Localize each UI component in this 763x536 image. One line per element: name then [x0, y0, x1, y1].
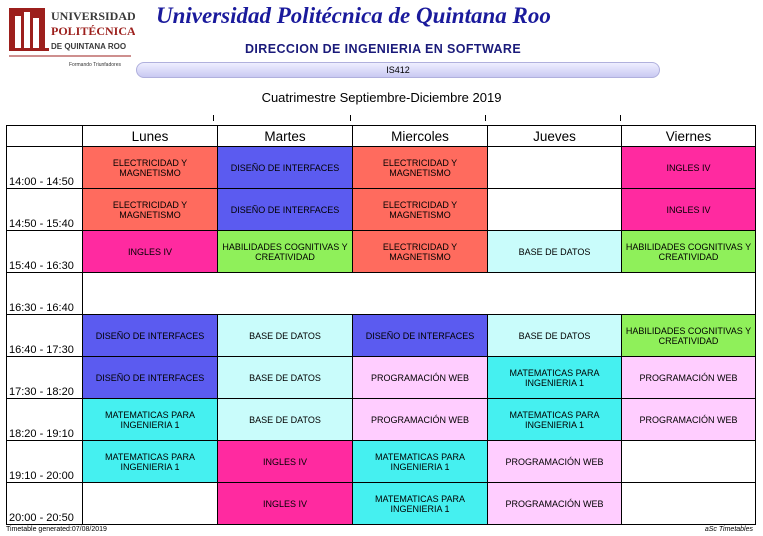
day-header: Jueves: [488, 126, 622, 147]
class-cell: [218, 315, 353, 357]
period-row: [7, 315, 756, 357]
class-cell: [353, 441, 488, 483]
class-cell: [218, 441, 353, 483]
class-cell: [488, 315, 622, 357]
class-name: MATEMATICAS PARA INGENIERIA 1: [509, 367, 600, 388]
class-cell: [218, 189, 353, 231]
class-cell: [83, 399, 218, 441]
class-cell: [353, 315, 488, 357]
empty-cell: [622, 441, 756, 483]
class-name: PROGRAMACIÓN WEB: [639, 372, 738, 383]
time-slot: 16:40 - 17:30: [7, 315, 83, 357]
department-title: DIRECCION DE INGENIERIA EN SOFTWARE: [245, 42, 522, 56]
class-cell: [622, 147, 756, 189]
class-name: INGLES IV: [262, 498, 307, 509]
university-title: Universidad Politécnica de Quintana Roo: [156, 3, 551, 28]
empty-cell: [83, 483, 218, 525]
class-cell: [83, 147, 218, 189]
day-header: Miercoles: [353, 126, 488, 147]
period-row: [7, 441, 756, 483]
header-tick-mark: [213, 115, 214, 121]
empty-cell: [488, 189, 622, 231]
class-name: PROGRAMACIÓN WEB: [505, 456, 604, 467]
class-cell: [218, 483, 353, 525]
class-name: ELECTRICIDAD Y MAGNETISMO: [112, 199, 188, 220]
class-name: PROGRAMACIÓN WEB: [370, 414, 469, 425]
period-row: [7, 399, 756, 441]
class-cell: [218, 399, 353, 441]
class-name: BASE DE DATOS: [518, 246, 591, 257]
class-name: ELECTRICIDAD Y MAGNETISMO: [382, 241, 458, 262]
time-slot: 19:10 - 20:00: [7, 441, 83, 483]
class-name: DISEÑO DE INTERFACES: [95, 372, 205, 383]
empty-cell: [622, 483, 756, 525]
class-name: ELECTRICIDAD Y MAGNETISMO: [382, 157, 458, 178]
class-name: DISEÑO DE INTERFACES: [230, 162, 340, 173]
class-name: BASE DE DATOS: [518, 330, 591, 341]
class-name: PROGRAMACIÓN WEB: [505, 498, 604, 509]
day-header: Martes: [218, 126, 353, 147]
period-row: [7, 357, 756, 399]
class-name: BASE DE DATOS: [249, 414, 321, 425]
software-credit: aSc Timetables: [704, 526, 753, 533]
class-name: INGLES IV: [127, 246, 172, 257]
header-tick-mark: [485, 115, 486, 121]
class-cell: [622, 315, 756, 357]
class-name: HABILIDADES COGNITIVAS Y CREATIVIDAD: [625, 325, 752, 346]
logo-tagline: Formando Triunfadores: [69, 62, 121, 68]
class-cell: [622, 399, 756, 441]
class-cell: [83, 315, 218, 357]
class-cell: [353, 189, 488, 231]
class-name: INGLES IV: [666, 162, 711, 173]
class-cell: [218, 231, 353, 273]
empty-cell: [488, 147, 622, 189]
class-name: INGLES IV: [262, 456, 307, 467]
time-slot: 20:00 - 20:50: [7, 483, 83, 525]
class-cell: [353, 357, 488, 399]
class-name: MATEMATICAS PARA INGENIERIA 1: [509, 409, 600, 430]
class-name: BASE DE DATOS: [249, 330, 321, 341]
group-banner: [136, 62, 660, 78]
period-row: [7, 147, 756, 189]
group-label: IS412: [386, 65, 410, 75]
class-cell: [622, 231, 756, 273]
class-cell: [488, 231, 622, 273]
class-cell: [83, 189, 218, 231]
class-cell: [218, 357, 353, 399]
class-name: DISEÑO DE INTERFACES: [365, 330, 475, 341]
class-cell: [488, 483, 622, 525]
class-cell: [353, 483, 488, 525]
class-cell: [83, 231, 218, 273]
logo-line-3: DE QUINTANA ROO: [51, 42, 127, 51]
logo-line-1: UNIVERSIDAD: [51, 9, 135, 23]
time-slot: 15:40 - 16:30: [7, 231, 83, 273]
class-cell: [83, 441, 218, 483]
class-cell: [218, 147, 353, 189]
break-cell: [83, 273, 756, 315]
period-row: [7, 483, 756, 525]
class-name: PROGRAMACIÓN WEB: [639, 414, 738, 425]
class-name: MATEMATICAS PARA INGENIERIA 1: [104, 451, 195, 472]
class-cell: [488, 399, 622, 441]
time-slot: 17:30 - 18:20: [7, 357, 83, 399]
period-row: [7, 189, 756, 231]
class-cell: [353, 147, 488, 189]
class-cell: [353, 231, 488, 273]
class-name: ELECTRICIDAD Y MAGNETISMO: [112, 157, 188, 178]
university-logo: [7, 4, 135, 70]
class-name: MATEMATICAS PARA INGENIERIA 1: [374, 493, 465, 514]
day-header-row: [7, 126, 756, 147]
day-header: Lunes: [83, 126, 218, 147]
class-name: DISEÑO DE INTERFACES: [230, 204, 340, 215]
class-name: PROGRAMACIÓN WEB: [370, 372, 469, 383]
time-slot: 16:30 - 16:40: [7, 273, 83, 315]
header-tick-mark: [350, 115, 351, 121]
generated-date: Timetable generated:07/08/2019: [6, 526, 107, 533]
class-cell: [488, 357, 622, 399]
break-row: [7, 273, 756, 315]
class-name: BASE DE DATOS: [249, 372, 321, 383]
class-name: MATEMATICAS PARA INGENIERIA 1: [104, 409, 195, 430]
class-name: HABILIDADES COGNITIVAS Y CREATIVIDAD: [222, 241, 348, 262]
time-slot: 18:20 - 19:10: [7, 399, 83, 441]
class-name: HABILIDADES COGNITIVAS Y CREATIVIDAD: [625, 241, 752, 262]
class-name: INGLES IV: [666, 204, 711, 215]
timetable: [6, 125, 756, 525]
class-name: MATEMATICAS PARA INGENIERIA 1: [374, 451, 465, 472]
period-row: [7, 231, 756, 273]
term-title: Cuatrimestre Septiembre-Diciembre 2019: [261, 90, 502, 105]
logo-line-2: POLITÉCNICA: [51, 24, 135, 38]
class-cell: [622, 189, 756, 231]
class-name: ELECTRICIDAD Y MAGNETISMO: [382, 199, 458, 220]
time-slot: 14:00 - 14:50: [7, 147, 83, 189]
time-slot: 14:50 - 15:40: [7, 189, 83, 231]
class-name: DISEÑO DE INTERFACES: [95, 330, 205, 341]
class-cell: [622, 357, 756, 399]
corner-cell: [7, 126, 83, 147]
class-cell: [488, 441, 622, 483]
class-cell: [83, 357, 218, 399]
class-cell: [353, 399, 488, 441]
day-header: Viernes: [622, 126, 756, 147]
header-tick-mark: [620, 115, 621, 121]
